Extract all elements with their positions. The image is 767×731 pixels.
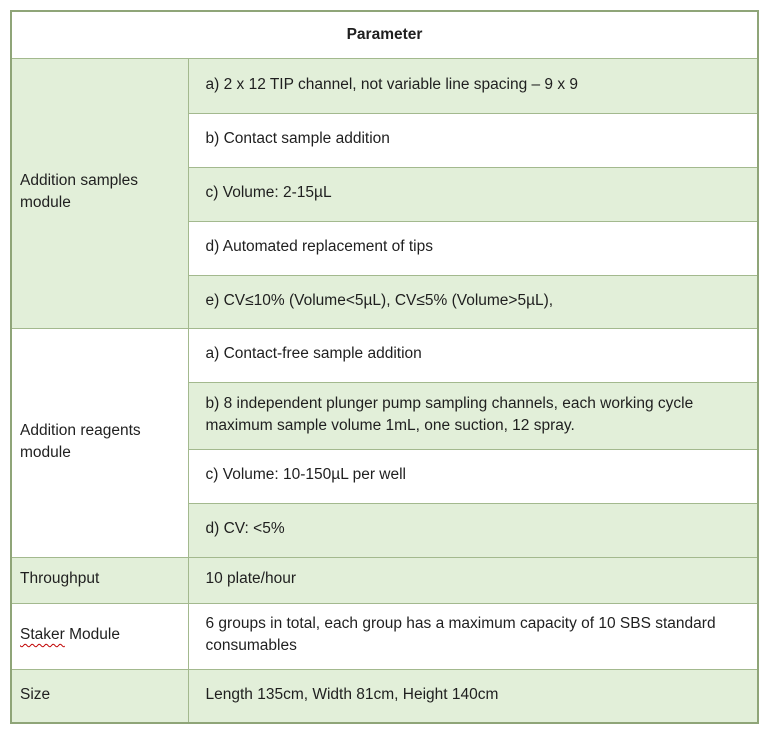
- value-cell-throughput: 10 plate/hour: [188, 557, 758, 603]
- spec-cell-samples-b: b) Contact sample addition: [188, 113, 758, 167]
- table-row: [11, 328, 758, 382]
- group-cell-addition-reagents-module: Addition reagents module: [11, 328, 188, 557]
- value-cell-staker-module: 6 groups in total, each group has a maximum capacity of 10 SBS standard consumables: [188, 603, 758, 669]
- label-cell-staker-module: [11, 603, 188, 669]
- table-row: [11, 11, 758, 58]
- label-cell-size: Size: [11, 669, 188, 723]
- spec-cell-samples-c: c) Volume: 2-15µL: [188, 167, 758, 221]
- table-row: [11, 58, 758, 113]
- group-cell-addition-samples-module: Addition samples module: [11, 58, 188, 328]
- spec-cell-samples-e: e) CV≤10% (Volume<5µL), CV≤5% (Volume>5µL),: [188, 275, 758, 328]
- label-rest: Module: [69, 626, 120, 643]
- spec-cell-samples-d: d) Automated replacement of tips: [188, 221, 758, 275]
- table-row: [11, 603, 758, 669]
- spec-cell-reagents-d: d) CV: <5%: [188, 503, 758, 557]
- table-row: [11, 557, 758, 603]
- label-cell-throughput: Throughput: [11, 557, 188, 603]
- misspelled-word: Staker: [20, 626, 65, 643]
- header-cell-parameter: Parameter: [11, 11, 758, 58]
- value-cell-size: Length 135cm, Width 81cm, Height 140cm: [188, 669, 758, 723]
- table-row: [11, 669, 758, 723]
- spec-cell-reagents-c: c) Volume: 10-150µL per well: [188, 449, 758, 503]
- spec-cell-samples-a: a) 2 x 12 TIP channel, not variable line spacing – 9 x 9: [188, 58, 758, 113]
- spec-cell-reagents-a: a) Contact-free sample addition: [188, 328, 758, 382]
- specification-table: [10, 10, 759, 724]
- spec-cell-reagents-b: b) 8 independent plunger pump sampling channels, each working cycle maximum sample volume 1mL, one suction, 12 spray.: [188, 382, 758, 449]
